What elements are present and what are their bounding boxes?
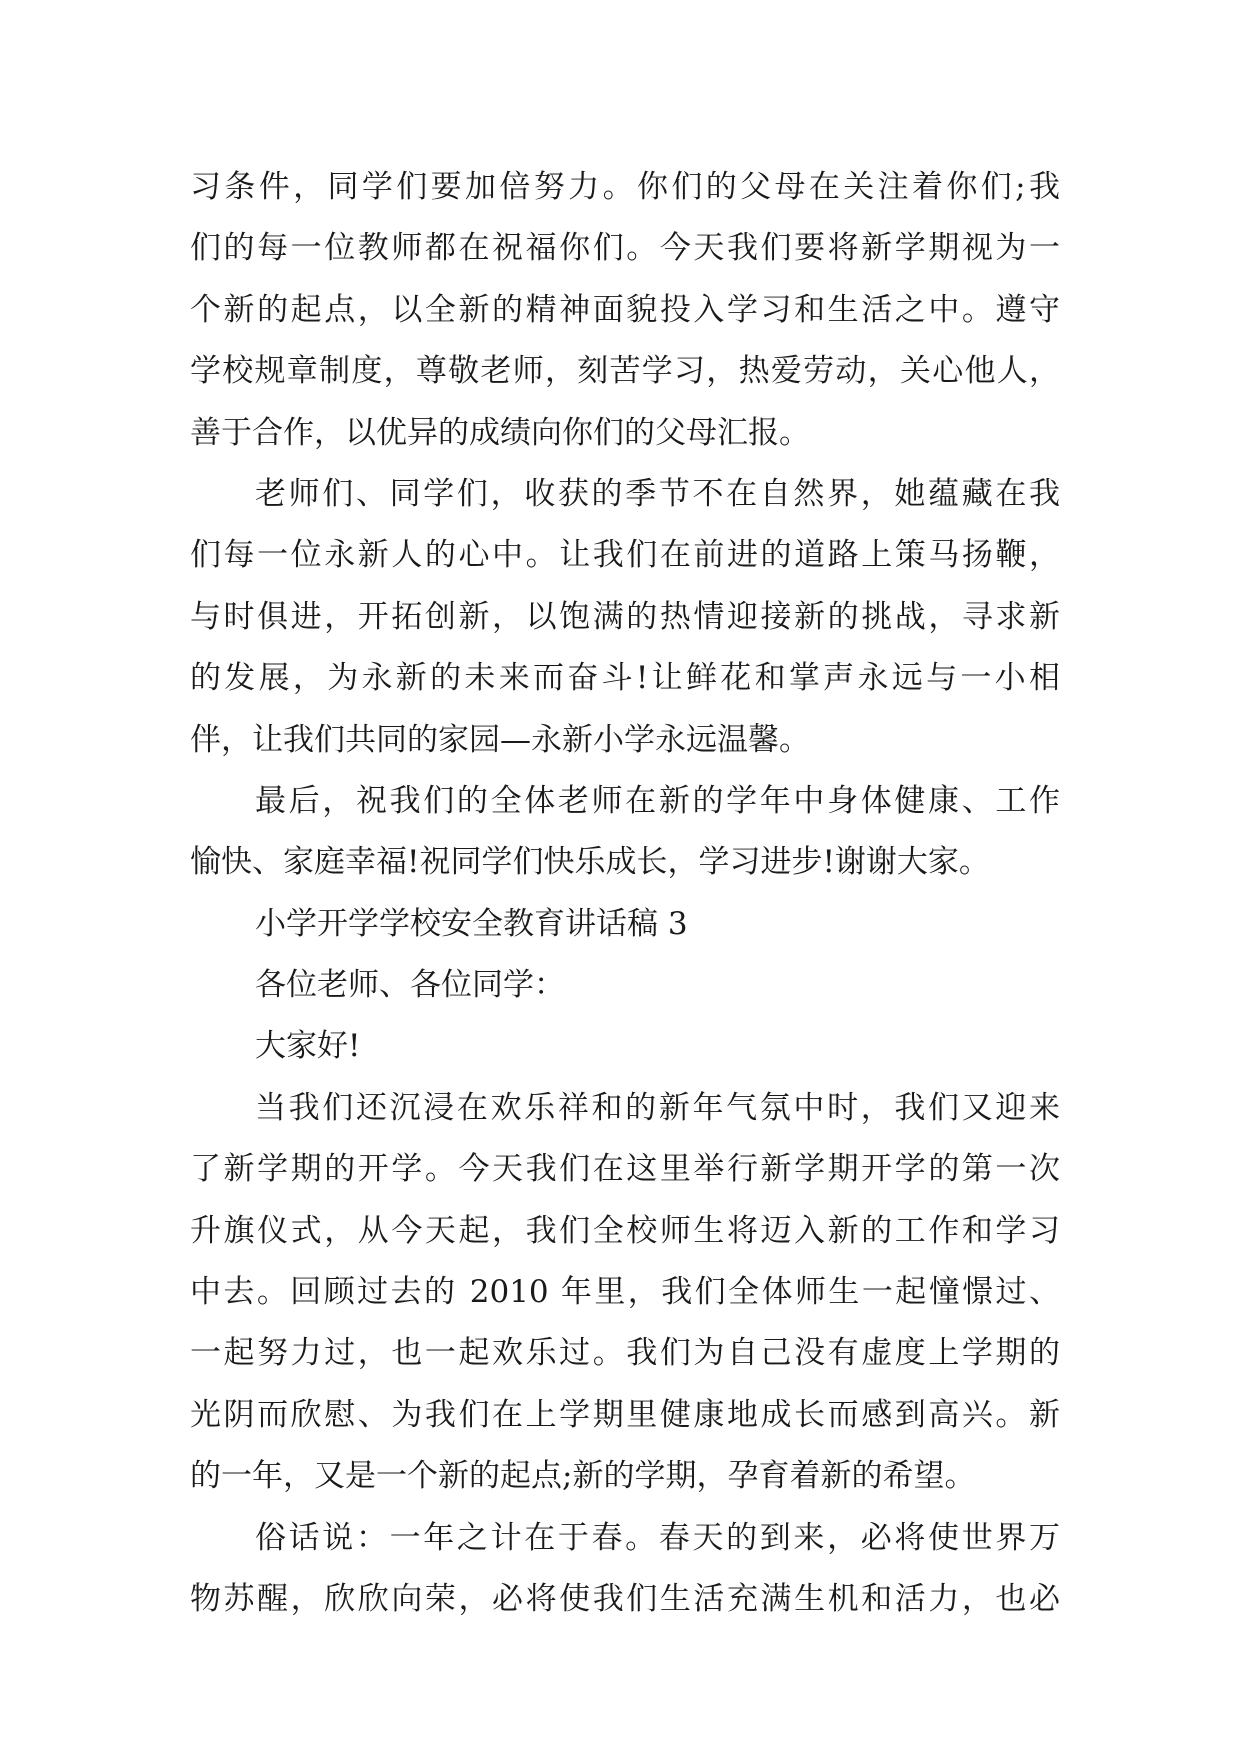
text-line: 伴，让我们共同的家园—永新小学永远温馨。 bbox=[190, 721, 810, 758]
text-line: 的一年，又是一个新的起点;新的学期，孕育着新的希望。 bbox=[190, 1458, 976, 1495]
text-line: 的发展，为永新的未来而奋斗!让鲜花和掌声永远与一小相 bbox=[190, 660, 1060, 697]
text-line: 物苏醒，欣欣向荣，必将使我们生活充满生机和活力，也必 bbox=[190, 1580, 1060, 1617]
section-title: 小学开学学校安全教育讲话稿 3 bbox=[255, 905, 688, 942]
text-line: 升旗仪式，从今天起，我们全校师生将迈入新的工作和学习 bbox=[190, 1212, 1060, 1249]
text-line: 一起努力过，也一起欢乐过。我们为自己没有虚度上学期的 bbox=[190, 1335, 1060, 1372]
greeting: 大家好! bbox=[255, 1028, 361, 1065]
salutation: 各位老师、各位同学： bbox=[255, 967, 565, 1004]
text-line: 善于合作，以优异的成绩向你们的父母汇报。 bbox=[190, 414, 810, 451]
text-line: 个新的起点，以全新的精神面貌投入学习和生活之中。遵守 bbox=[190, 291, 1060, 328]
text-line: 当我们还沉浸在欢乐祥和的新年气氛中时，我们又迎来 bbox=[255, 1089, 1060, 1126]
text-line: 学校规章制度，尊敬老师，刻苦学习，热爱劳动，关心他人， bbox=[190, 353, 1060, 390]
text-line: 们的每一位教师都在祝福你们。今天我们要将新学期视为一 bbox=[190, 230, 1060, 267]
document-page bbox=[190, 157, 1060, 1630]
text-line: 习条件，同学们要加倍努力。你们的父母在关注着你们;我 bbox=[190, 169, 1060, 205]
text-line: 中去。回顾过去的 2010 年里，我们全体师生一起憧憬过、 bbox=[190, 1274, 1060, 1311]
text-line: 们每一位永新人的心中。让我们在前进的道路上策马扬鞭， bbox=[190, 537, 1060, 574]
text-line: 光阴而欣慰、为我们在上学期里健康地成长而感到高兴。新 bbox=[190, 1396, 1060, 1433]
text-line: 与时俱进，开拓创新，以饱满的热情迎接新的挑战，寻求新 bbox=[190, 598, 1060, 635]
text-line: 最后，祝我们的全体老师在新的学年中身体健康、工作 bbox=[255, 782, 1060, 819]
text-line: 愉快、家庭幸福!祝同学们快乐成长，学习进步!谢谢大家。 bbox=[190, 844, 990, 881]
text-line: 老师们、同学们，收获的季节不在自然界，她蕴藏在我 bbox=[255, 475, 1060, 512]
text-line: 了新学期的开学。今天我们在这里举行新学期开学的第一次 bbox=[190, 1151, 1060, 1188]
text-line: 俗话说：一年之计在于春。春天的到来，必将使世界万 bbox=[255, 1519, 1060, 1556]
